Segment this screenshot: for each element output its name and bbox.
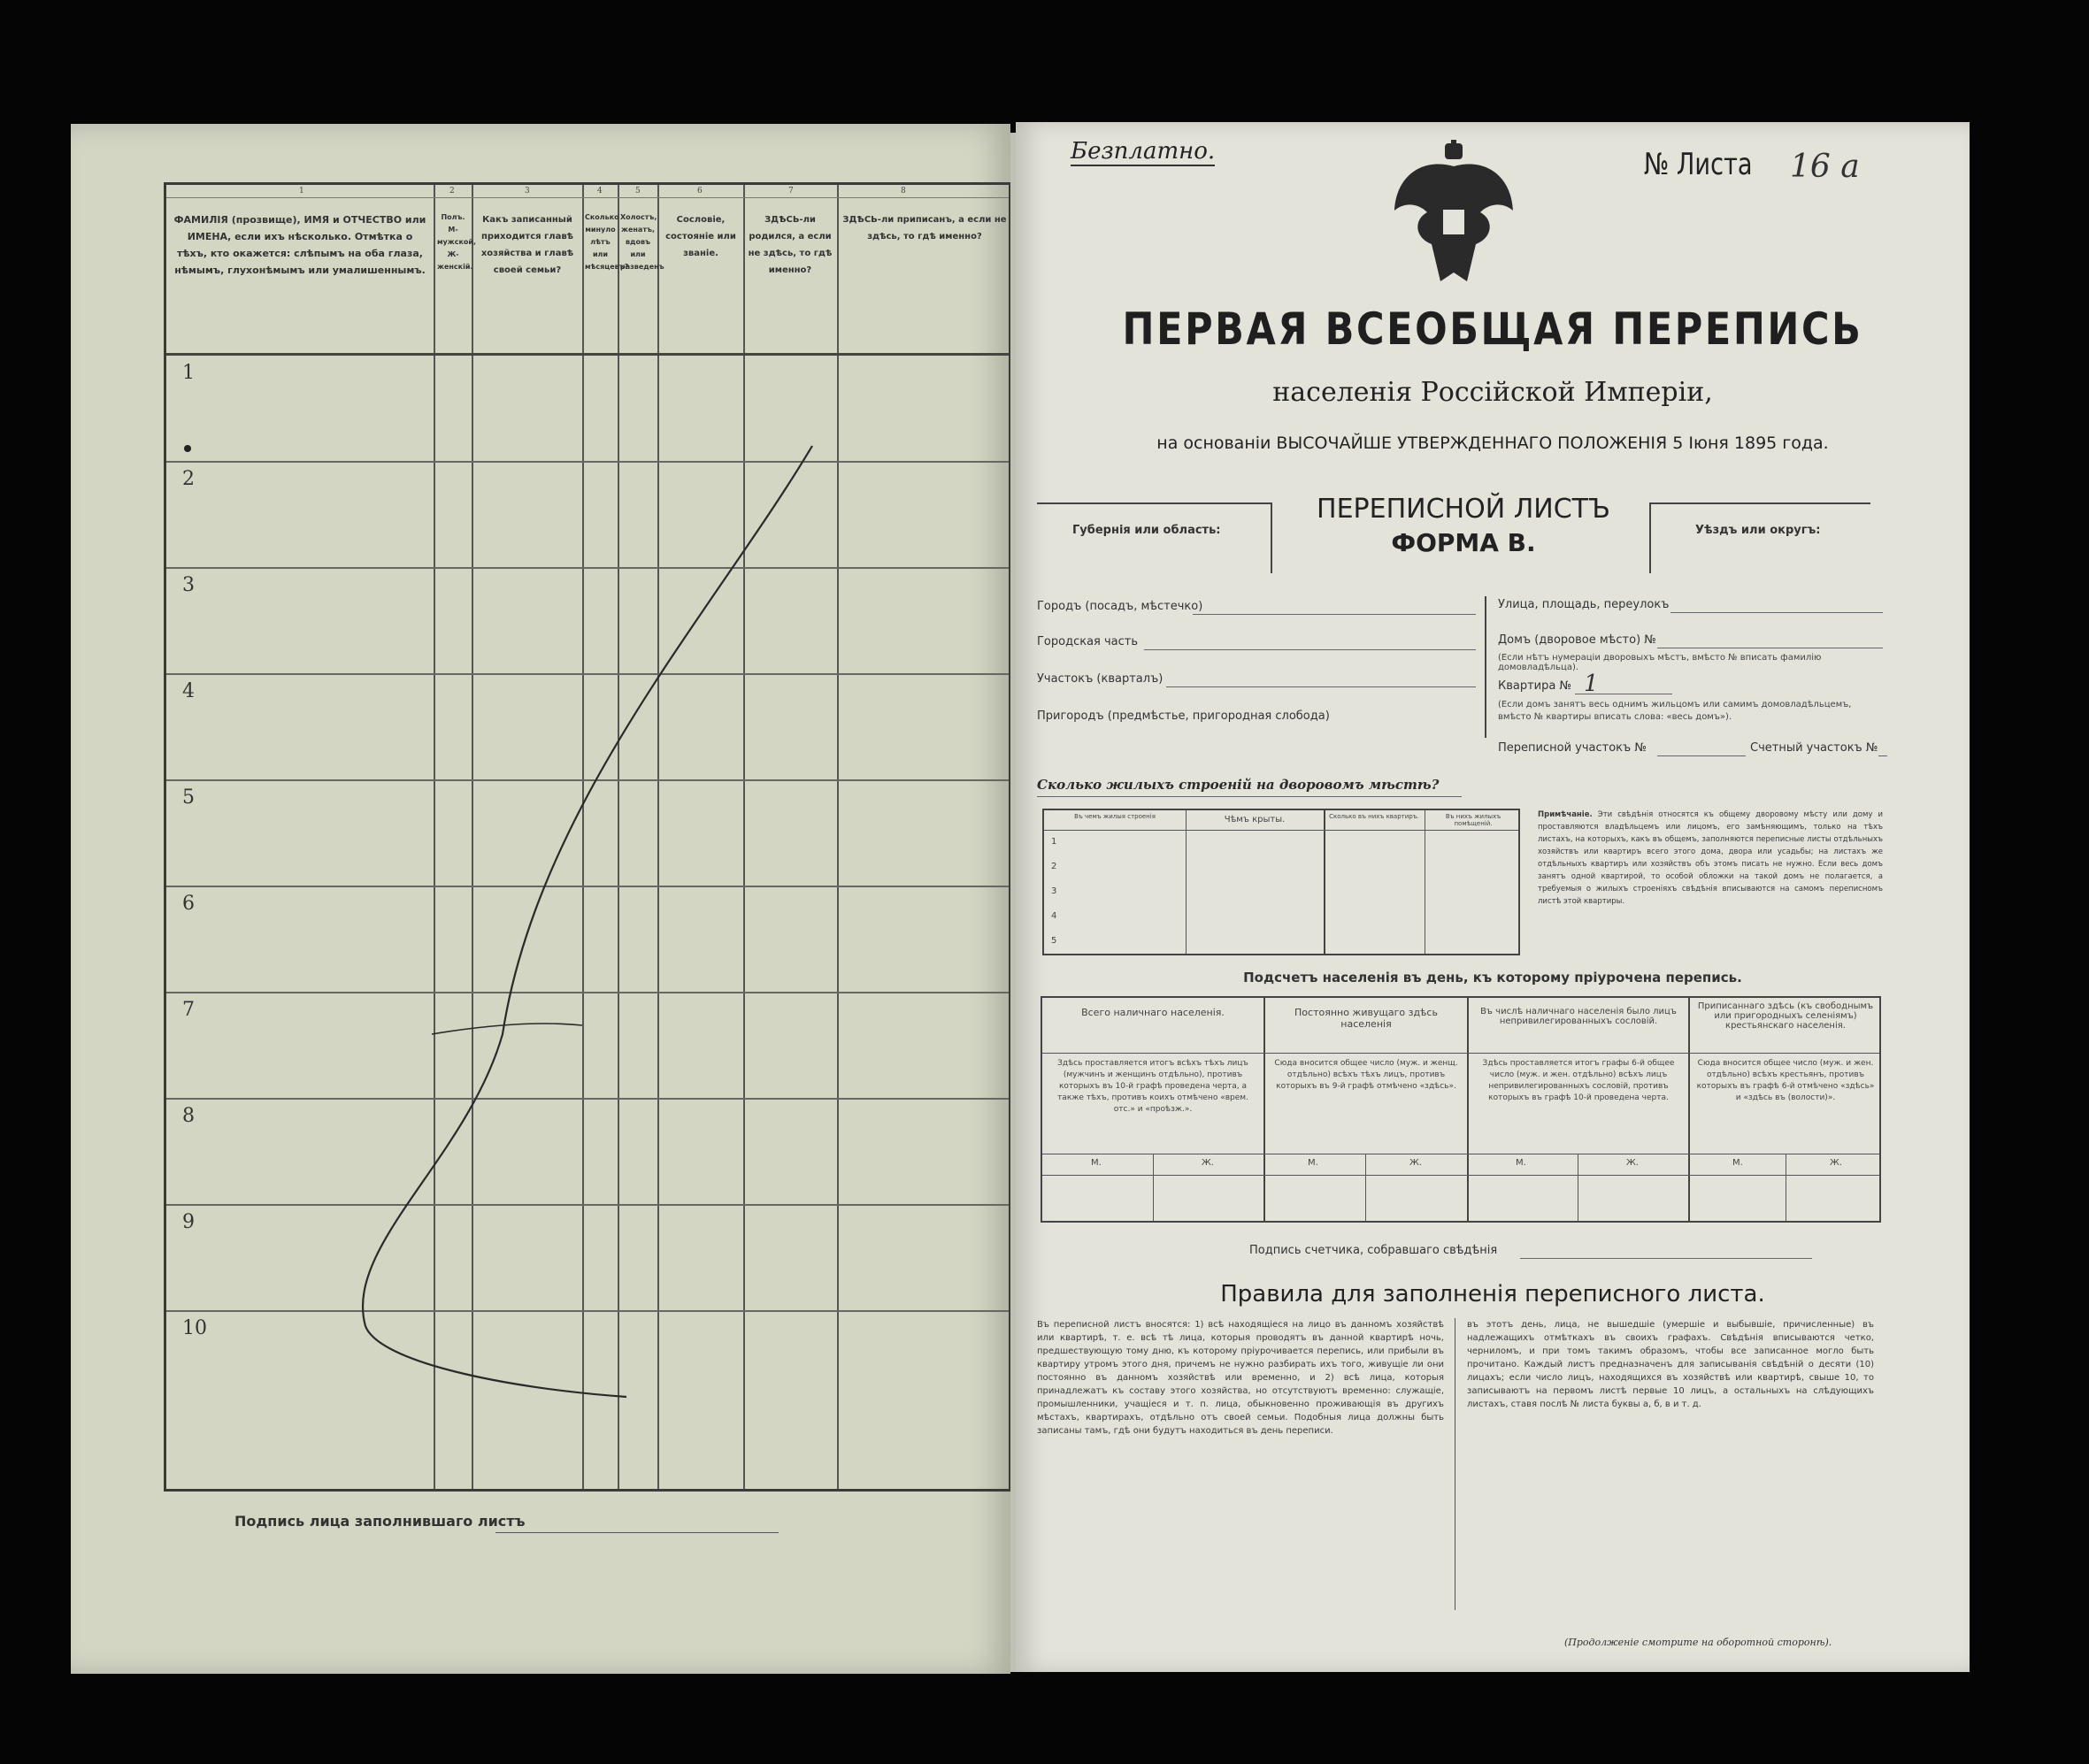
tally-sex-m: М.: [1091, 1158, 1102, 1168]
buildings-row-number: 1: [1051, 837, 1057, 847]
free-label: Безплатно.: [1071, 138, 1216, 165]
rules-column-1: Въ переписной листъ вносятся: 1) всѣ находящіеся на лицо въ данномъ хозяйствѣ или квартирѣ, т. е. всѣ тѣ лица, которыя проводятъ въ данной квартирѣ ночь, предшествующую тому дню, къ которому пріурочивается перепись, или прибыли въ квартиру утромъ этого дня, причемъ не нужно разбирать ихъ того, живущіе ли они постоянно въ данномъ хозяйствѣ или временно, и 2) всѣ лица, которыя принадлежатъ къ составу этого хозяйства, но отсутствуютъ временно: служащіе, промышленники, учащіеся и т. п. лица, обыкновенно проживающія въ другихъ мѣстахъ, квартирахъ, отдѣльно отъ своей семьи. Подобныя лица должны быть записаны тамъ, гдѣ они будутъ находиться въ день переписи.: [1037, 1320, 1444, 1436]
right-page: [1016, 122, 1970, 1672]
house-label: Домъ (дворовое мѣсто) №: [1498, 633, 1656, 647]
tally-sex-m: М.: [1732, 1158, 1743, 1168]
legal-basis: на основаніи ВЫСОЧАЙШЕ УТВЕРЖДЕННАГО ПОЛОЖЕНІЯ 5 Іюня 1895 года.: [1156, 433, 1829, 453]
buildings-header: Въ чемъ жилыя строенія: [1074, 813, 1156, 820]
rules-column-2: въ этотъ день, лица, не вышедшіе (умершіе и выбывшіе, причисленные) въ надлежащихъ отмѣткахъ въ своихъ графахъ. Свѣдѣнія вписываются четко, черниломъ, и при томъ такимъ образомъ, чтобы все записанное могло быть прочитано. Каждый листъ предназначенъ для записыванія свѣдѣній о десяти (10) лицахъ; если число лицъ, находящихся въ хозяйствѣ или квартирѣ, свыше 10, то записываютъ на первомъ листѣ первые 10 лицъ, а остальныхъ на слѣдующихъ листахъ, ставя послѣ № листа буквы а, б, в и т. д.: [1467, 1320, 1874, 1409]
tally-sex-f: Ж.: [1202, 1158, 1214, 1168]
census-district-label: Переписной участокъ №: [1498, 741, 1647, 755]
address-quarter-label: Участокъ (кварталъ): [1037, 672, 1164, 686]
count-district-line: [1878, 755, 1887, 756]
handwritten-strike-mark: [166, 185, 1014, 1494]
census-grid: [164, 182, 1011, 1492]
house-note: (Если нѣтъ нумерацiи дворовыхъ мѣстъ, вмѣсто № вписать фамилiю домовладѣльца).: [1498, 653, 1822, 672]
buildings-note: [1538, 809, 1883, 908]
tally-header: Въ числѣ наличнаго населенія было лицъ непривилегированныхъ сословій.: [1480, 1007, 1677, 1026]
tally-note: Сюда вносится общее число (муж. и женщ. отдѣльно) всѣхъ тѣхъ лицъ, противъ которыхъ въ 9-й графѣ отмѣчено «здѣсь».: [1274, 1059, 1458, 1091]
column-header-estate: Сословіе, состояніе или званіе.: [665, 215, 736, 258]
tally-sex-divider: [1365, 1154, 1366, 1221]
gubernia-box: [1037, 502, 1272, 573]
column-header-marital: Холостъ, женатъ, вдовъ или разведенъ: [620, 213, 664, 271]
note-text: Эти свѣдѣнія относятся къ общему дворовому мѣсту или дому и проставляются владѣльцемъ или лицомъ, его замѣняющимъ, только на тѣхъ листахъ, на которыхъ, какъ въ общемъ, заполняются переписные листы отдѣльныхъ хозяйствъ или квартиръ всего этого дома, двора или усадьбы; на листахъ же отдѣльныхъ квартиръ или хозяйствъ объ этомъ писать не нужно. Если весь домъ занятъ одной квартирой, то особой обложки на такой домъ не полагается, а требуемыя о жилыхъ строеніяхъ свѣдѣнія вписываются на самомъ переписномъ листѣ этой квартиры.: [1538, 810, 1884, 906]
tally-header: Постоянно живущаго здѣсь населенія: [1294, 1007, 1438, 1030]
street-label: Улица, площадь, переулокъ: [1498, 598, 1670, 611]
counter-signature-label: Подпись счетчика, собравшаго свѣдѣнія: [1249, 1244, 1498, 1257]
tally-sex-f: Ж.: [1626, 1158, 1639, 1168]
sheet-number-handwritten: 16 а: [1790, 149, 1860, 185]
tally-sex-m: М.: [1516, 1158, 1526, 1168]
sheet-number-label: № Листа: [1644, 147, 1753, 182]
buildings-col-divider: [1324, 810, 1325, 954]
buildings-header: Въ нихъ жилыхъ помѣщеній.: [1445, 813, 1501, 827]
column-header-registration: ЗДѢСЬ-ли приписанъ, а если не здѣсь, то гдѣ именно?: [842, 215, 1007, 242]
row-number: 2: [182, 468, 195, 490]
column-number: 2: [449, 187, 455, 196]
rules-title: Правила для заполненія переписного листа.: [1220, 1281, 1765, 1308]
row-number: 5: [182, 786, 195, 809]
tally-line: [1042, 1175, 1879, 1176]
address-quarter-line: [1166, 686, 1476, 687]
left-signature-line: [495, 1532, 779, 1533]
apartment-label: Квартира №: [1498, 679, 1572, 693]
tally-table: [1041, 996, 1881, 1223]
tally-sex-f: Ж.: [1830, 1158, 1842, 1168]
address-city-label: Городъ (посадъ, мѣстечко): [1037, 600, 1203, 613]
buildings-row-number: 3: [1051, 886, 1057, 896]
gubernia-label: Губернія или область:: [1072, 524, 1221, 537]
row-number: 7: [182, 999, 195, 1021]
rules-continued: (Продолженіе смотрите на оборотной сторонѣ).: [1564, 1637, 1832, 1648]
tally-note: Здѣсь проставляется итогъ графы 6-й общее число (муж. и жен. отдѣльно) всѣхъ лицъ непривилегированныхъ сословій, противъ которыхъ въ графѣ 10-й проведена черта.: [1482, 1059, 1675, 1102]
row-number: 6: [182, 893, 195, 915]
column-number: 6: [697, 187, 703, 196]
address-city-line: [1193, 614, 1476, 615]
column-header-name: ФАМИЛІЯ (прозвище), ИМЯ и ОТЧЕСТВО или ИМЕНА, если ихъ нѣсколько. Отмѣтка о тѣхъ, кто окажется: слѣпымъ на оба глаза, нѣмымъ, глухонѣмымъ или умалишеннымъ.: [173, 214, 426, 276]
left-page: [71, 124, 1010, 1674]
row-number: 10: [182, 1317, 207, 1339]
street-line: [1670, 612, 1883, 613]
buildings-row-number: 5: [1051, 936, 1057, 946]
row-number: 1: [182, 362, 195, 384]
counter-signature-line: [1520, 1258, 1812, 1259]
column-number: 5: [635, 187, 641, 196]
column-header-relation: Какъ записанный приходится главѣ хозяйства и главѣ своей семьи?: [480, 215, 574, 275]
tally-sex-f: Ж.: [1409, 1158, 1422, 1168]
column-number: 7: [788, 187, 794, 196]
tally-sex-divider: [1153, 1154, 1154, 1221]
apartment-note: (Если домъ занятъ весь однимъ жильцомъ или самимъ домовладѣльцемъ, вмѣсто № квартиры вписать слова: «весь домъ»).: [1498, 700, 1852, 722]
count-district-label: Счетный участокъ №: [1750, 741, 1878, 755]
tally-col-divider: [1467, 998, 1469, 1221]
buildings-header-line: [1044, 830, 1518, 831]
column-header-birthplace: ЗДѢСЬ-ли родился, а если не здѣсь, то гдѣ именно?: [748, 215, 833, 275]
uezd-box: [1649, 502, 1870, 573]
buildings-row-number: 2: [1051, 862, 1057, 871]
tally-col-divider: [1688, 998, 1690, 1221]
tally-note: Сюда вносится общее число (муж. и жен. отдѣльно) всѣхъ крестьянъ, противъ которыхъ въ графѣ 6-й отмѣчено «здѣсь» и «здѣсь въ (волости)».: [1696, 1059, 1875, 1102]
form-title-block: [1278, 494, 1649, 557]
address-suburb-label: Пригородъ (предмѣстье, пригородная слобода): [1037, 709, 1330, 723]
column-header-age: Сколько минуло лѣтъ или мѣсяцевъ?: [585, 213, 629, 271]
buildings-question-line: [1037, 796, 1462, 797]
buildings-header: Чѣмъ крыты.: [1224, 815, 1286, 824]
buildings-question: Сколько жилыхъ строеній на дворовомъ мѣстѣ?: [1037, 777, 1440, 793]
form-letter: ФОРМА В.: [1391, 528, 1536, 557]
note-label: Примѣчаніе.: [1538, 810, 1593, 819]
double-headed-eagle-icon: [1387, 140, 1520, 290]
page-title: ПЕРВАЯ ВСЕОБЩАЯ ПЕРЕПИСЬ: [1122, 303, 1863, 355]
row-number: 3: [182, 574, 195, 596]
address-district-line: [1144, 649, 1476, 650]
column-number: 1: [299, 187, 304, 196]
census-district-line: [1657, 755, 1746, 756]
column-number: 3: [525, 187, 530, 196]
row-number: 9: [182, 1211, 195, 1233]
tally-line: [1042, 1053, 1879, 1054]
column-number: 4: [597, 187, 603, 196]
address-district-label: Городская часть: [1037, 635, 1139, 648]
buildings-header: Сколько въ нихъ квартиръ.: [1329, 813, 1419, 820]
row-number: 8: [182, 1105, 195, 1127]
left-signature-label: Подпись лица заполнившаго листъ: [234, 1513, 526, 1530]
column-header-sex: Полъ. М-мужской, Ж-женскій.: [437, 213, 477, 271]
buildings-row-number: 4: [1051, 911, 1057, 921]
tally-header: Приписаннаго здѣсь (къ свободнымъ или пригородныхъ селеніямъ) крестьянскаго населенія.: [1697, 1001, 1874, 1031]
tally-sex-m: М.: [1308, 1158, 1318, 1168]
apartment-handwritten: 1: [1584, 671, 1599, 697]
tally-note: Здѣсь проставляется итогъ всѣхъ тѣхъ лицъ (мужчинъ и женщинъ отдѣльно), противъ которыхъ въ 10-й графѣ проведена черта, а также тѣхъ, противъ коихъ отмѣчено «врем. отс.» и «проѣзж.».: [1057, 1059, 1248, 1114]
uezd-label: Уѣздъ или округъ:: [1695, 524, 1821, 537]
tally-title: Подсчетъ населенія въ день, къ которому пріурочена перепись.: [1243, 970, 1742, 986]
address-divider: [1485, 596, 1486, 738]
buildings-col-divider: [1186, 810, 1187, 954]
buildings-table: [1042, 809, 1520, 955]
row-number: 4: [182, 680, 195, 702]
tally-col-divider: [1263, 998, 1265, 1221]
page-subtitle: населенія Россійской Имперіи,: [1272, 377, 1713, 408]
column-number: 8: [901, 187, 906, 196]
form-title: ПЕРЕПИСНОЙ ЛИСТЪ: [1317, 494, 1610, 525]
tally-header: Всего наличнаго населенія.: [1081, 1007, 1225, 1018]
